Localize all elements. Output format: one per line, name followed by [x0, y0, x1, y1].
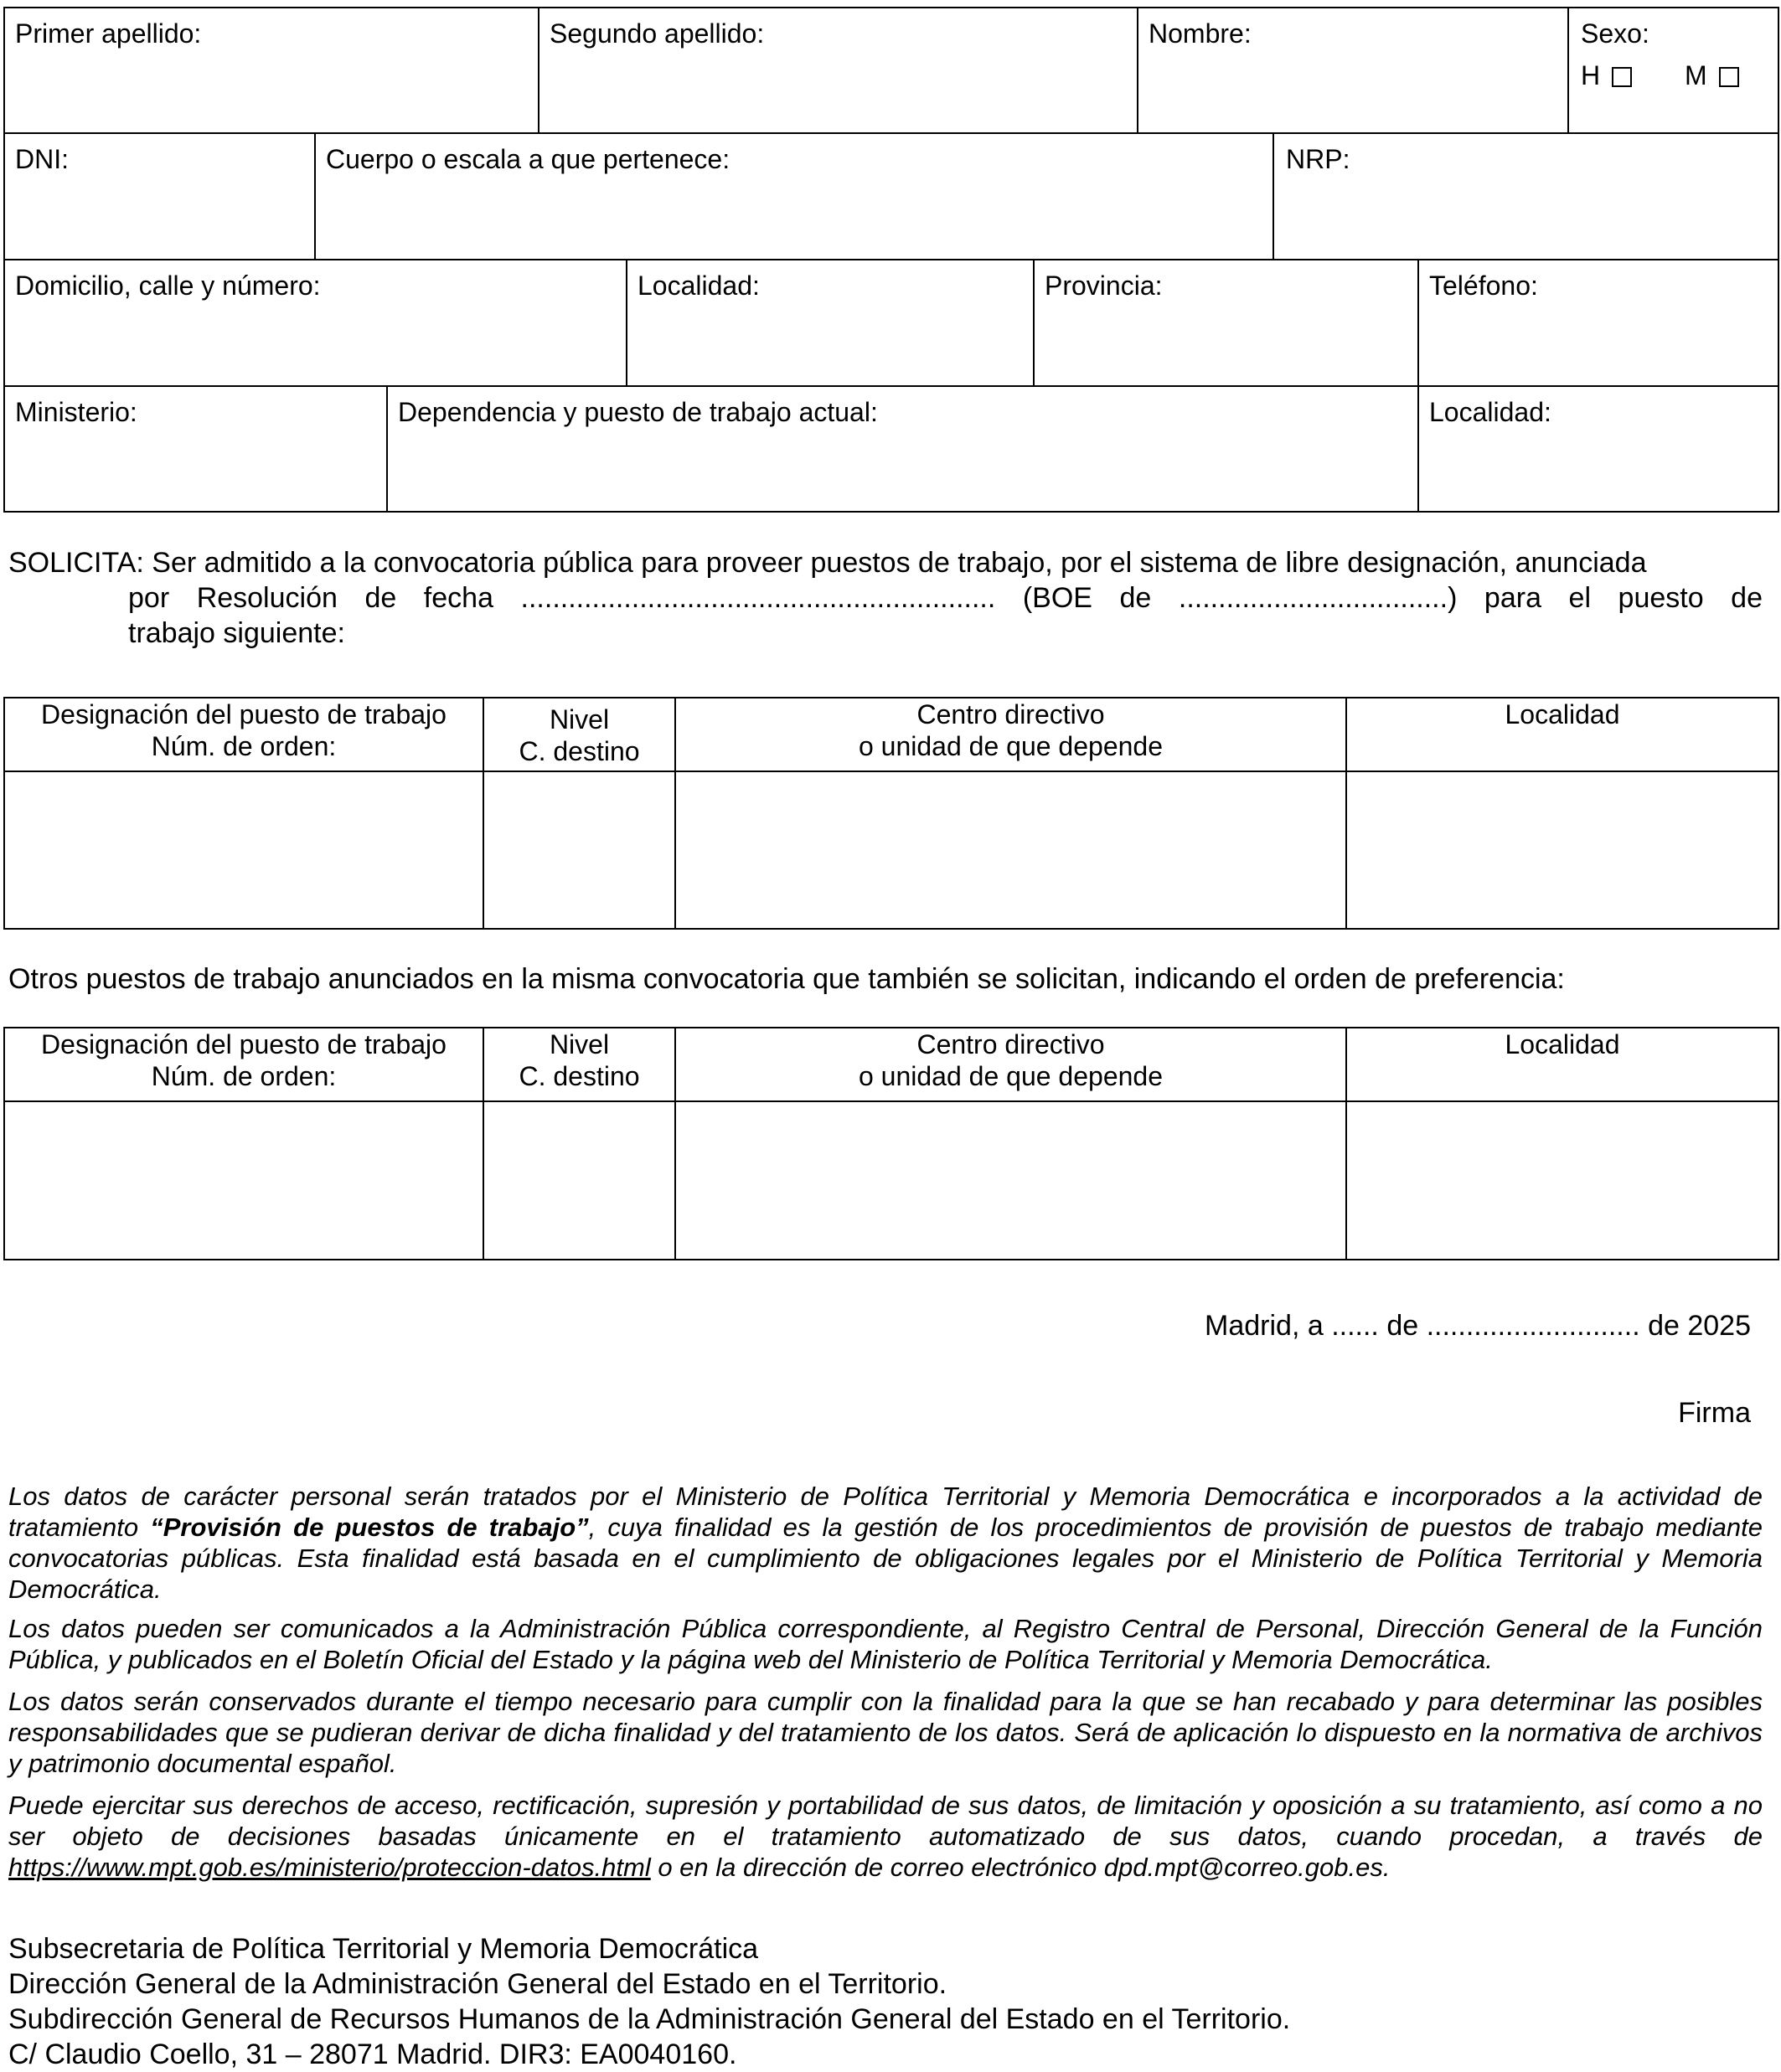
solicita-paragraph — [8, 545, 1763, 651]
privacy-p1-end: , cuya finalidad es la gestión de los procedimientos de provisión de puestos de trabajo mediante convocatorias públicas. Esta finalidad está basada en el cumplimiento de obligaciones legales por el Ministerio de Política Territorial y Memoria Democrática. — [8, 1513, 1763, 1604]
privacy-p1-bold: “Provisión de puestos de trabajo” — [150, 1513, 589, 1542]
header-num-orden: Núm. de orden: — [151, 1061, 337, 1091]
header-designacion — [5, 1028, 483, 1092]
header-nivel-line1: Nivel — [549, 1029, 610, 1059]
header-localidad-line1: Localidad — [1505, 699, 1620, 729]
domicilio-field[interactable] — [5, 260, 626, 385]
privacy-link[interactable]: https://www.mpt.gob.es/ministerio/proteccion-datos.html — [8, 1853, 651, 1882]
solicita-line-3: trabajo siguiente: — [128, 617, 345, 649]
header-nivel — [484, 1028, 674, 1092]
privacy-paragraph-2: Los datos pueden ser comunicados a la Administración Pública correspondiente, al Registro Central de Personal, Dirección General de la Función Pública, y publicados en el Boletín Oficial del Estado y la página web del Ministerio de Política Territorial y Memoria Democrática. — [8, 1614, 1763, 1674]
ministerio-field[interactable] — [5, 387, 386, 511]
ministerio-label: Ministerio: — [15, 397, 137, 427]
primer-apellido-label: Primer apellido: — [15, 18, 202, 49]
solicita-line-2: por Resolución de fecha ............................................................ (BOE de ..................................) para el puesto de — [128, 582, 1763, 614]
dni-label: DNI: — [15, 144, 69, 174]
privacy-paragraph-1 — [8, 1481, 1763, 1605]
dependencia-field[interactable] — [388, 387, 1417, 511]
puesto-localidad-input[interactable] — [1347, 772, 1778, 928]
localidad-label: Localidad: — [638, 271, 760, 301]
localidad-trabajo-field[interactable] — [1419, 387, 1778, 511]
segundo-apellido-label: Segundo apellido: — [550, 18, 765, 49]
localidad-trabajo-label: Localidad: — [1429, 397, 1551, 427]
sexo-h-option[interactable] — [1581, 60, 1632, 90]
privacy-paragraph-3: Los datos serán conservados durante el tiempo necesario para cumplir con la finalidad para la que se han recabado y para determinar las posibles responsabilidades que se pudieran derivar de dicha finalidad y del tratamiento de los datos. Será de aplicación lo dispuesto en la normativa de archivos y patrimonio documental español. — [8, 1687, 1763, 1778]
nombre-label: Nombre: — [1149, 18, 1252, 49]
otros-designacion-input[interactable] — [5, 1102, 483, 1259]
header-unidad: o unidad de que depende — [858, 1061, 1163, 1091]
footer-line-3: Subdirección General de Recursos Humanos de la Administración General del Estado en el Territorio. — [8, 2003, 1291, 2035]
fecha-line: Madrid, a ...... de ........................... de 2025 — [1205, 1310, 1751, 1342]
sexo-m-checkbox[interactable] — [1719, 67, 1739, 87]
otros-nivel-input[interactable] — [484, 1102, 674, 1259]
privacy-p4-start: Puede ejercitar sus derechos de acceso, rectificación, supresión y portabilidad de sus datos, de limitación y oposición a su tratamiento, así como a no ser objeto de decisiones basadas únicamente en el tratamiento automatizado de sus datos, cuando procedan, a través de — [8, 1791, 1763, 1851]
footer-line-4: C/ Claudio Coello, 31 – 28071 Madrid. DIR3: EA0040160. — [8, 2038, 737, 2070]
telefono-field[interactable] — [1419, 260, 1778, 385]
primer-apellido-field[interactable] — [5, 8, 538, 132]
cuerpo-escala-field[interactable] — [316, 134, 1273, 259]
header-localidad — [1347, 698, 1778, 730]
footer-line-1: Subsecretaria de Política Territorial y Memoria Democrática — [8, 1933, 759, 1965]
solicita-line-1: SOLICITA: Ser admitido a la convocatoria pública para proveer puestos de trabajo, por el sistema de libre designación, anunciada — [8, 547, 1647, 579]
puesto-designacion-input[interactable] — [5, 772, 483, 928]
header-designacion-line1: Designación del puesto de trabajo — [41, 1029, 447, 1059]
header-c-destino: C. destino — [519, 736, 640, 766]
dni-field[interactable] — [5, 134, 314, 259]
header-centro-directivo — [676, 1028, 1345, 1092]
nrp-field[interactable] — [1274, 134, 1778, 259]
header-nivel — [484, 704, 674, 767]
header-c-destino: C. destino — [519, 1061, 640, 1091]
sexo-h-label: H — [1581, 60, 1601, 90]
otros-localidad-input[interactable] — [1347, 1102, 1778, 1259]
dependencia-label: Dependencia y puesto de trabajo actual: — [398, 397, 878, 427]
privacy-paragraph-4 — [8, 1790, 1763, 1883]
header-localidad — [1347, 1028, 1778, 1060]
footer-line-2: Dirección General de la Administración General del Estado en el Territorio. — [8, 1968, 947, 2000]
header-localidad-line1: Localidad — [1505, 1029, 1620, 1059]
sexo-label: Sexo: — [1581, 18, 1649, 49]
otros-puestos-text: Otros puestos de trabajo anunciados en la misma convocatoria que también se solicitan, indicando el orden de preferencia: — [8, 963, 1565, 995]
domicilio-label: Domicilio, calle y número: — [15, 271, 321, 301]
otros-centro-input[interactable] — [676, 1102, 1345, 1259]
puesto-nivel-input[interactable] — [484, 772, 674, 928]
header-centro-line1: Centro directivo — [916, 1029, 1105, 1059]
telefono-label: Teléfono: — [1429, 271, 1538, 301]
localidad-field[interactable] — [627, 260, 1033, 385]
nrp-label: NRP: — [1286, 144, 1350, 174]
header-designacion — [5, 698, 483, 762]
privacy-p4-end: o en la dirección de correo electrónico dpd.mpt@correo.gob.es. — [650, 1853, 1391, 1882]
cuerpo-escala-label: Cuerpo o escala a que pertenece: — [326, 144, 730, 174]
header-unidad: o unidad de que depende — [858, 731, 1163, 761]
sexo-m-label: M — [1685, 60, 1707, 90]
nombre-field[interactable] — [1138, 8, 1567, 132]
segundo-apellido-field[interactable] — [539, 8, 1137, 132]
header-centro-line1: Centro directivo — [916, 699, 1105, 729]
privacy-p1-start: Los datos de carácter personal serán tratados por el Ministerio de Política Territorial y Memoria Democrática e incorporados a la actividad de tratamiento — [8, 1482, 1763, 1542]
header-num-orden: Núm. de orden: — [151, 731, 337, 761]
header-centro-directivo — [676, 698, 1345, 762]
header-nivel-line1: Nivel — [549, 704, 610, 734]
firma-label: Firma — [1678, 1397, 1751, 1429]
sexo-m-option[interactable] — [1685, 60, 1739, 90]
provincia-label: Provincia: — [1045, 271, 1163, 301]
header-designacion-line1: Designación del puesto de trabajo — [41, 699, 447, 729]
sexo-field — [1569, 8, 1778, 132]
provincia-field[interactable] — [1035, 260, 1417, 385]
sexo-h-checkbox[interactable] — [1612, 67, 1632, 87]
puesto-centro-input[interactable] — [676, 772, 1345, 928]
